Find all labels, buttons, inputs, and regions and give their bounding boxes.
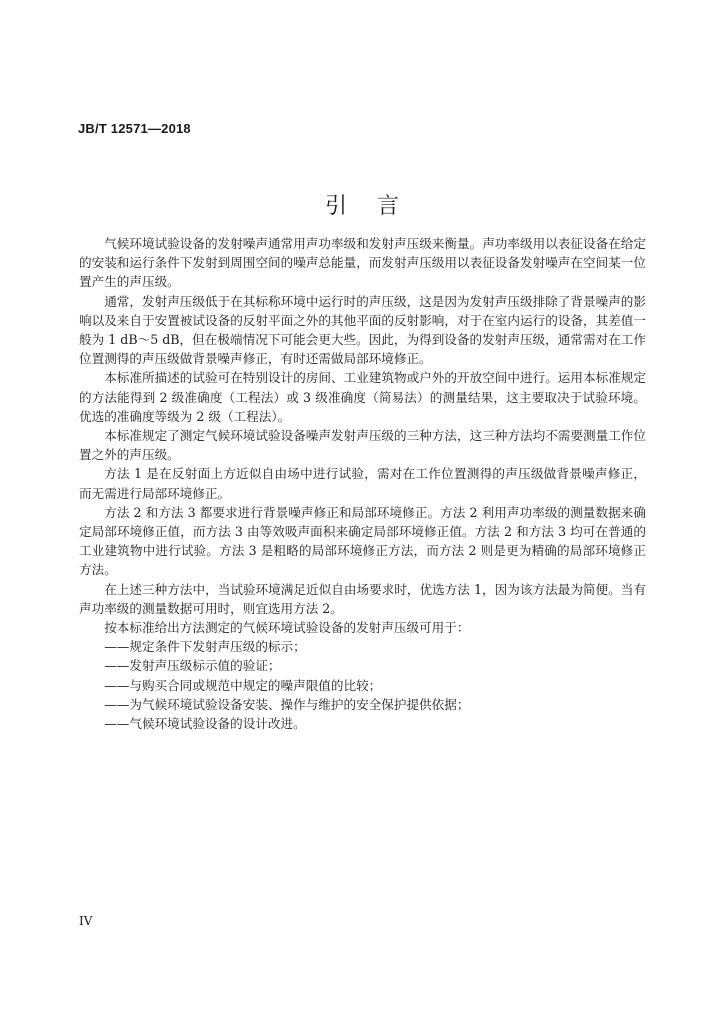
- paragraph-6: 方法 2 和方法 3 都要求进行背景噪声修正和局部环境修正。方法 2 利用声功率级的测量数据来确定局部环境修正值，而方法 3 由等效吸声面积来确定局部环境修正值。方法 2 和方法 3 均可在普通的工业建筑物中进行试验。方法 3 是粗略的局部环境修正方法，而方法 2 则是更为精确的局部环境修正方法。: [79, 504, 646, 578]
- uses-list-item: ——发射声压级标示值的验证；: [104, 658, 281, 674]
- uses-list-item: ——与购买合同或规范中规定的噪声限值的比较；: [104, 677, 382, 693]
- paragraph-2: 通常，发射声压级低于在其标称环境中运行时的声压级，这是因为发射声压级排除了背景噪声的影响以及来自于安置被试设备的反射平面之外的其他平面的反射影响，对于在室内运行的设备，其差值一般为 1 dB～5 dB，但在极端情况下可能会更大些。因此，为得到设备的发射声压级，通常需对在工作位置测得的声压级做背景噪声修正，有时还需做局部环境修正。: [79, 293, 646, 367]
- paragraph-5: 方法 1 是在反射面上方近似自由场中进行试验，需对在工作位置测得的声压级做背景噪声修正，而无需进行局部环境修正。: [79, 466, 646, 501]
- uses-list: [79, 637, 646, 733]
- uses-list-item: ——为气候环境试验设备安装、操作与维护的安全保护提供依据；: [104, 696, 470, 712]
- uses-list-item: ——规定条件下发射声压级的标示；: [104, 639, 306, 655]
- page-number: IV: [79, 914, 93, 928]
- introduction-body: [79, 234, 646, 733]
- paragraph-1: 气候环境试验设备的发射噪声通常用声功率级和发射声压级来衡量。声功率级用以表征设备在给定的安装和运行条件下发射到周围空间的噪声总能量，而发射声压级用以表征设备发射噪声在空间某一位置产生的声压级。: [79, 236, 646, 290]
- paragraph-8: 按本标准给出方法测定的气候环境试验设备的发射声压级可用于：: [104, 620, 470, 636]
- page-title: 引言: [324, 194, 429, 219]
- paragraph-7: 在上述三种方法中，当试验环境满足近似自由场要求时，优选方法 1，因为该方法最为简便。当有声功率级的测量数据可用时，则宜选用方法 2。: [79, 581, 646, 616]
- paragraph-3: 本标准所描述的试验可在特别设计的房间、工业建筑物或户外的开放空间中进行。运用本标准规定的方法能得到 2 级准确度（工程法）或 3 级准确度（简易法）的测量结果，这主要取决于试验环境。优选的准确度等级为 2 级（工程法）。: [79, 370, 646, 424]
- uses-list-item: ——气候环境试验设备的设计改进。: [104, 716, 306, 732]
- paragraph-4: 本标准规定了测定气候环境试验设备噪声发射声压级的三种方法，这三种方法均不需要测量工作位置之外的声压级。: [79, 428, 646, 463]
- standard-code: JB/T 12571—2018: [78, 121, 191, 136]
